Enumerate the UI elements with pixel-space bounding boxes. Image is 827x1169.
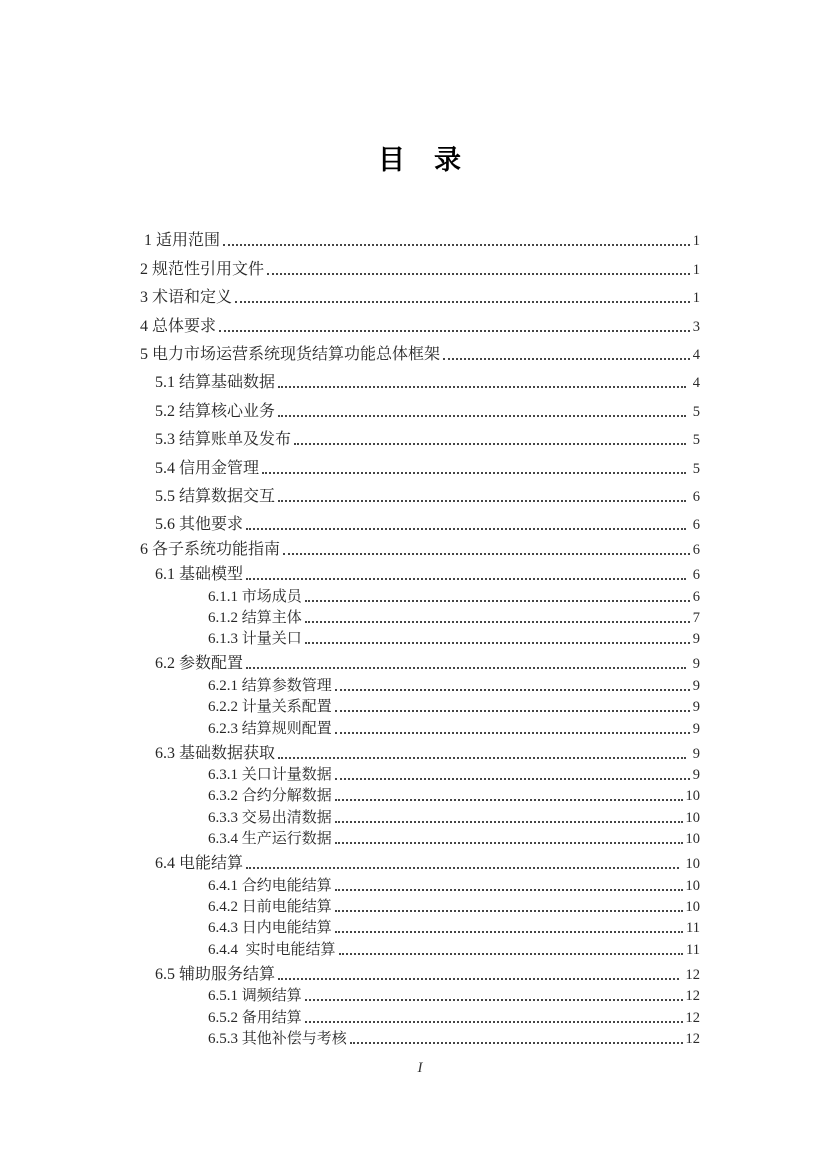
toc-entry[interactable] (140, 584, 700, 605)
toc-entry[interactable] (140, 738, 700, 763)
toc-entry-page: 4 (689, 375, 700, 392)
dot-leader (305, 999, 683, 1001)
dot-leader (246, 578, 686, 580)
dot-leader (278, 757, 686, 759)
toc-entry-label: 5.4 信用金管理 (155, 459, 260, 477)
toc-entry-label: 6.3.3 交易出清数据 (208, 809, 332, 826)
toc-entry-label: 6.4.1 合约电能结算 (208, 877, 332, 894)
dot-leader (278, 386, 686, 388)
toc-entry-label: 6.3.4 生产运行数据 (208, 831, 332, 848)
toc-entry-label: 6.1 基础模型 (155, 566, 244, 584)
toc-entry-label: 6.3.1 关口计量数据 (208, 767, 332, 784)
dot-leader (219, 330, 690, 332)
toc-entry[interactable] (140, 984, 700, 1005)
toc-entry[interactable] (140, 222, 700, 250)
toc-entry-page: 6 (689, 567, 700, 584)
toc-entry[interactable] (140, 478, 700, 506)
toc-entry[interactable] (140, 873, 700, 894)
toc-entry-page: 5 (689, 460, 700, 477)
dot-leader (278, 500, 686, 502)
toc-entry-label: 4 总体要求 (140, 317, 217, 335)
toc-entry-label: 1 适用范围 (140, 232, 221, 250)
toc-entry[interactable] (140, 716, 700, 737)
toc-entry-page: 9 (692, 677, 700, 694)
toc-entry-page: 10 (685, 831, 700, 848)
toc-entry[interactable] (140, 648, 700, 673)
toc-entry[interactable] (140, 1027, 700, 1048)
toc-entry-label: 5.6 其他要求 (155, 516, 244, 534)
toc-entry-label: 6.3 基础数据获取 (155, 744, 276, 762)
toc-entry[interactable] (140, 763, 700, 784)
toc-entry[interactable] (140, 336, 700, 364)
toc-entry-label: 5.2 结算核心业务 (155, 402, 276, 420)
toc-entry-label: 6.4.3 日内电能结算 (208, 920, 332, 937)
toc-entry-page: 9 (689, 745, 700, 762)
toc-entry-page: 10 (681, 856, 700, 873)
dot-leader (335, 889, 683, 891)
toc-entry-label: 6.1.1 市场成员 (208, 588, 302, 605)
toc-entry-page: 12 (685, 1009, 700, 1026)
toc-entry-label: 5 电力市场运营系统现货结算功能总体框架 (140, 345, 441, 363)
dot-leader (278, 978, 679, 980)
dot-leader (350, 1042, 683, 1044)
dot-leader (443, 358, 690, 360)
toc-entry-label: 6.1.2 结算主体 (208, 610, 302, 627)
toc-entry-label: 6.2.1 结算参数管理 (208, 677, 332, 694)
toc-entry-page: 6 (689, 517, 700, 534)
toc-entry[interactable] (140, 827, 700, 848)
toc-entry-page: 10 (685, 809, 700, 826)
dot-leader (278, 415, 686, 417)
toc-entry[interactable] (140, 364, 700, 392)
toc-entry-page: 5 (689, 403, 700, 420)
toc-entry-page: 10 (685, 898, 700, 915)
toc-entry-page: 1 (692, 290, 700, 307)
toc-entry-page: 12 (681, 966, 700, 983)
toc-entry[interactable] (140, 673, 700, 694)
dot-leader (262, 472, 686, 474)
toc-list (140, 222, 700, 1048)
toc-entry-page: 6 (692, 588, 700, 605)
dot-leader (335, 842, 683, 844)
toc-entry-page: 3 (692, 318, 700, 335)
toc-entry[interactable] (140, 506, 700, 534)
toc-entry[interactable] (140, 627, 700, 648)
toc-entry-page: 6 (692, 542, 700, 559)
dot-leader (305, 621, 690, 623)
dot-leader (246, 867, 679, 869)
toc-entry[interactable] (140, 606, 700, 627)
dot-leader (235, 301, 690, 303)
toc-entry[interactable] (140, 784, 700, 805)
toc-entry-label: 5.1 结算基础数据 (155, 374, 276, 392)
toc-entry[interactable] (140, 392, 700, 420)
toc-entry-label: 6.5.3 其他补偿与考核 (208, 1030, 347, 1047)
toc-entry-label: 6.4 电能结算 (155, 855, 244, 873)
dot-leader (335, 821, 683, 823)
dot-leader (339, 953, 684, 955)
toc-entry-label: 6.5.2 备用结算 (208, 1009, 302, 1026)
toc-entry[interactable] (140, 421, 700, 449)
toc-entry-page: 4 (692, 346, 700, 363)
dot-leader (305, 600, 690, 602)
dot-leader (246, 667, 686, 669)
dot-leader (305, 642, 690, 644)
toc-entry[interactable] (140, 279, 700, 307)
toc-entry-label: 5.3 结算账单及发布 (155, 431, 292, 449)
dot-leader (246, 528, 686, 530)
toc-entry-page: 12 (685, 1030, 700, 1047)
toc-entry-page: 9 (689, 656, 700, 673)
dot-leader (305, 1021, 683, 1023)
toc-entry-page: 11 (686, 920, 700, 937)
toc-entry[interactable] (140, 307, 700, 335)
toc-entry-page: 6 (689, 488, 700, 505)
toc-entry[interactable] (140, 449, 700, 477)
dot-leader (335, 732, 690, 734)
toc-title: 目 录 (378, 145, 462, 175)
toc-entry[interactable] (140, 916, 700, 937)
toc-entry[interactable] (140, 805, 700, 826)
toc-entry-page: 11 (686, 941, 700, 958)
dot-leader (335, 778, 690, 780)
dot-leader (335, 710, 690, 712)
toc-entry[interactable] (140, 848, 700, 873)
toc-entry-page: 7 (692, 610, 700, 627)
toc-entry-page: 1 (692, 261, 700, 278)
dot-leader (223, 244, 690, 246)
toc-entry-label: 6.5.1 调频结算 (208, 988, 302, 1005)
toc-entry-label: 6.5 辅助服务结算 (155, 965, 276, 983)
toc-entry-label: 5.5 结算数据交互 (155, 487, 276, 505)
toc-entry[interactable] (140, 250, 700, 278)
toc-entry[interactable] (140, 895, 700, 916)
dot-leader (335, 689, 690, 691)
dot-leader (283, 553, 690, 555)
toc-entry[interactable] (140, 559, 700, 584)
toc-entry-label: 6.4.2 日前电能结算 (208, 898, 332, 915)
toc-entry-page: 9 (692, 720, 700, 737)
toc-entry-label: 6.3.2 合约分解数据 (208, 788, 332, 805)
toc-entry-page: 9 (692, 767, 700, 784)
toc-entry-label: 3 术语和定义 (140, 289, 233, 307)
toc-entry-label: 6 各子系统功能指南 (140, 541, 281, 559)
toc-entry[interactable] (140, 937, 700, 958)
dot-leader (294, 443, 686, 445)
toc-entry-page: 10 (685, 788, 700, 805)
toc-entry-label: 6.2.3 结算规则配置 (208, 720, 332, 737)
toc-entry[interactable] (140, 959, 700, 984)
page-number-footer: I (417, 1059, 423, 1076)
toc-entry-page: 12 (685, 988, 700, 1005)
toc-entry-label: 6.2.2 计量关系配置 (208, 699, 332, 716)
dot-leader (335, 910, 683, 912)
toc-entry-label: 6.1.3 计量关口 (208, 631, 302, 648)
toc-entry-page: 5 (689, 432, 700, 449)
toc-entry-label: 2 规范性引用文件 (140, 260, 265, 278)
toc-entry[interactable] (140, 695, 700, 716)
toc-entry-label: 6.2 参数配置 (155, 655, 244, 673)
dot-leader (335, 931, 683, 933)
toc-entry[interactable] (140, 534, 700, 559)
toc-entry-page: 10 (685, 877, 700, 894)
toc-entry-page: 9 (692, 631, 700, 648)
toc-entry-page: 1 (692, 233, 700, 250)
toc-entry-page: 9 (692, 699, 700, 716)
dot-leader (335, 799, 683, 801)
dot-leader (267, 273, 690, 275)
toc-entry-label: 6.4.4 实时电能结算 (208, 941, 336, 958)
toc-entry[interactable] (140, 1005, 700, 1026)
